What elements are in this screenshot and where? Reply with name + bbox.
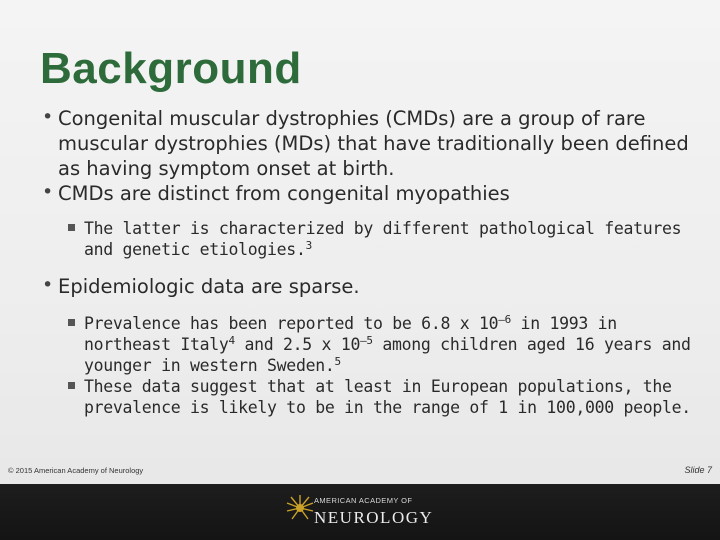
reference-superscript: 5 — [334, 355, 341, 368]
bullet-item — [40, 181, 700, 206]
sub-bullet-text: These data suggest that at least in European populations, the prevalence is likely to be in the range of 1 in 100,000 people. — [84, 377, 691, 417]
sunburst-icon — [286, 494, 314, 522]
aan-logo — [286, 490, 434, 534]
exponent-superscript: –6 — [498, 313, 511, 326]
square-bullet-icon — [68, 382, 75, 389]
bullet-dot-icon: • — [42, 181, 54, 203]
logo-small-text: AMERICAN ACADEMY OF — [314, 496, 413, 505]
slide-body — [40, 106, 700, 418]
reference-superscript: 4 — [228, 334, 235, 347]
reference-superscript: 3 — [305, 239, 312, 252]
slide-title: Background — [40, 44, 302, 93]
sub-bullet-item — [66, 218, 700, 260]
exponent-superscript: –5 — [360, 334, 373, 347]
bullet-item — [40, 274, 700, 299]
bullet-dot-icon: • — [42, 274, 54, 296]
square-bullet-icon — [68, 319, 75, 326]
square-bullet-icon — [68, 224, 75, 231]
sub-bullet-text: The latter is characterized by different pathological features and genetic etiologies. — [84, 219, 682, 259]
bullet-text: Congenital muscular dystrophies (CMDs) are a group of rare muscular dystrophies (MDs) that have traditionally been defined as having symptom onset at birth. — [58, 107, 689, 180]
sub-bullet-text: and 2.5 x 10 — [234, 335, 361, 354]
bullet-item — [40, 106, 700, 181]
bullet-text: CMDs are distinct from congenital myopathies — [58, 182, 510, 205]
sub-bullet-text: Prevalence has been reported to be 6.8 x 10 — [84, 314, 499, 333]
logo-big-text: NEUROLOGY — [314, 508, 434, 527]
sub-bullet-text: among children aged 16 years and younger in western Sweden. — [84, 335, 691, 375]
bullet-text: Epidemiologic data are sparse. — [58, 275, 360, 298]
sub-bullet-text: in 1993 in northeast Italy — [84, 314, 617, 354]
bullet-dot-icon: • — [42, 106, 54, 128]
sub-bullet-item — [66, 313, 700, 376]
slide-number: Slide 7 — [684, 465, 712, 475]
sub-bullet-item — [66, 376, 700, 418]
copyright-notice: © 2015 American Academy of Neurology — [8, 466, 144, 475]
